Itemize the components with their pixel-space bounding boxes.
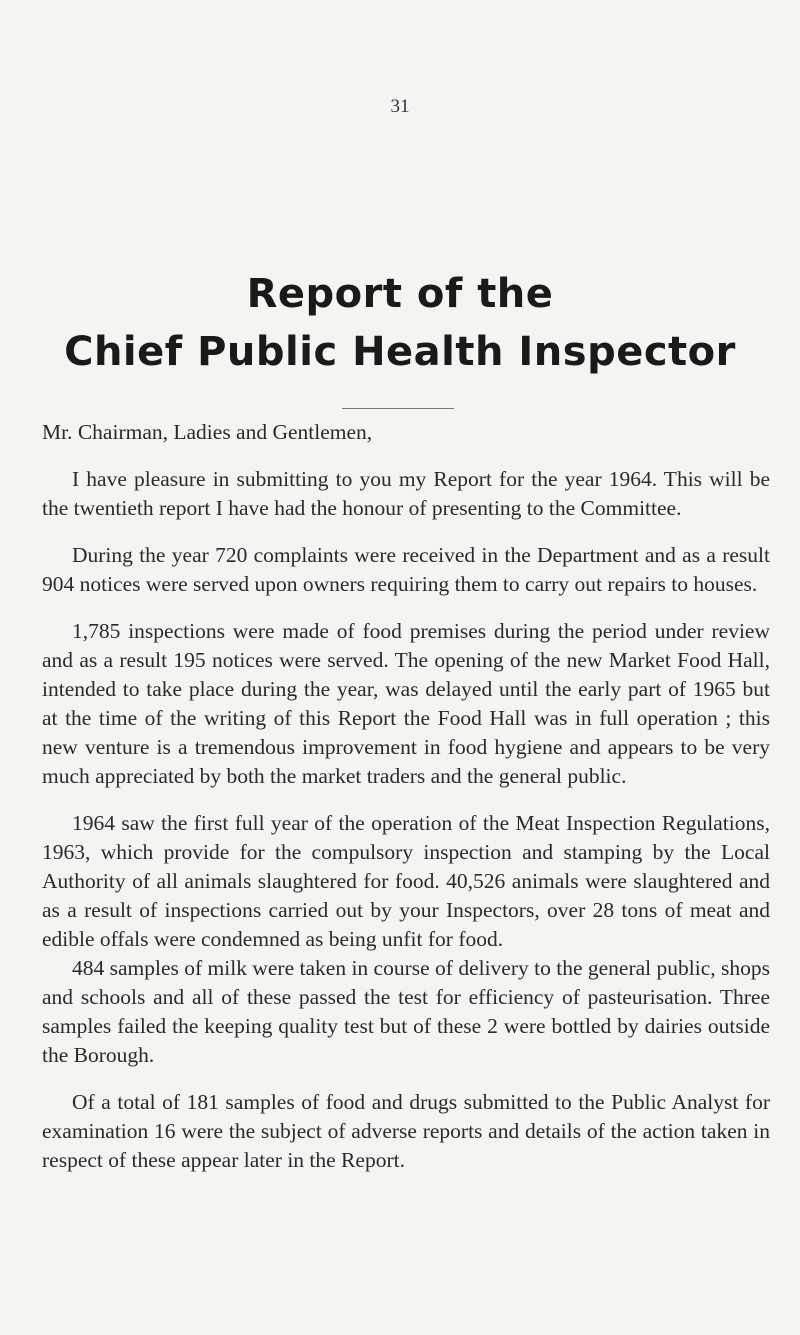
salutation: Mr. Chairman, Ladies and Gentlemen,: [42, 420, 373, 444]
title-line-2: Chief Public Health Inspector: [64, 329, 736, 375]
report-title: [0, 265, 800, 381]
paragraph-meat-inspection: 1964 saw the first full year of the operation of the Meat Inspection Regulations, 1963, which provide for the compulsory inspection and stamping by the Local Authority of all animals slaughtered for food. 40,526 animals were slaughtered and as a result of inspections carried out by your Inspectors, over 28 tons of meat and edible offals were condemned as being unfit for food.: [42, 811, 770, 951]
paragraph-milk-samples: 484 samples of milk were taken in course of delivery to the general public, shops and schools and all of these passed the test for efficiency of pasteurisation. Three samples failed the keeping quality test but of these 2 were bottled by dairies outside the Borough.: [42, 956, 770, 1067]
title-divider: [342, 408, 454, 409]
paragraph-intro: I have pleasure in submitting to you my Report for the year 1964. This will be the twentieth report I have had the honour of presenting to the Committee.: [42, 467, 770, 520]
title-line-1: Report of the: [246, 271, 554, 317]
paragraph-food-drugs: Of a total of 181 samples of food and drugs submitted to the Public Analyst for examination 16 were the subject of adverse reports and details of the action taken in respect of these appear later in the Report.: [42, 1090, 770, 1172]
report-body: [42, 418, 770, 1193]
paragraph-food-premises: 1,785 inspections were made of food premises during the period under review and as a result 195 notices were served. The opening of the new Market Food Hall, intended to take place during the year, was delayed until the early part of 1965 but at the time of the writing of this Report the Food Hall was in full operation ; this new venture is a tremendous improvement in food hygiene and appears to be very much appreciated by both the market traders and the general public.: [42, 619, 770, 788]
paragraph-complaints: During the year 720 complaints were received in the Department and as a result 904 notices were served upon owners requiring them to carry out repairs to houses.: [42, 543, 770, 596]
page-number: 31: [390, 96, 410, 117]
